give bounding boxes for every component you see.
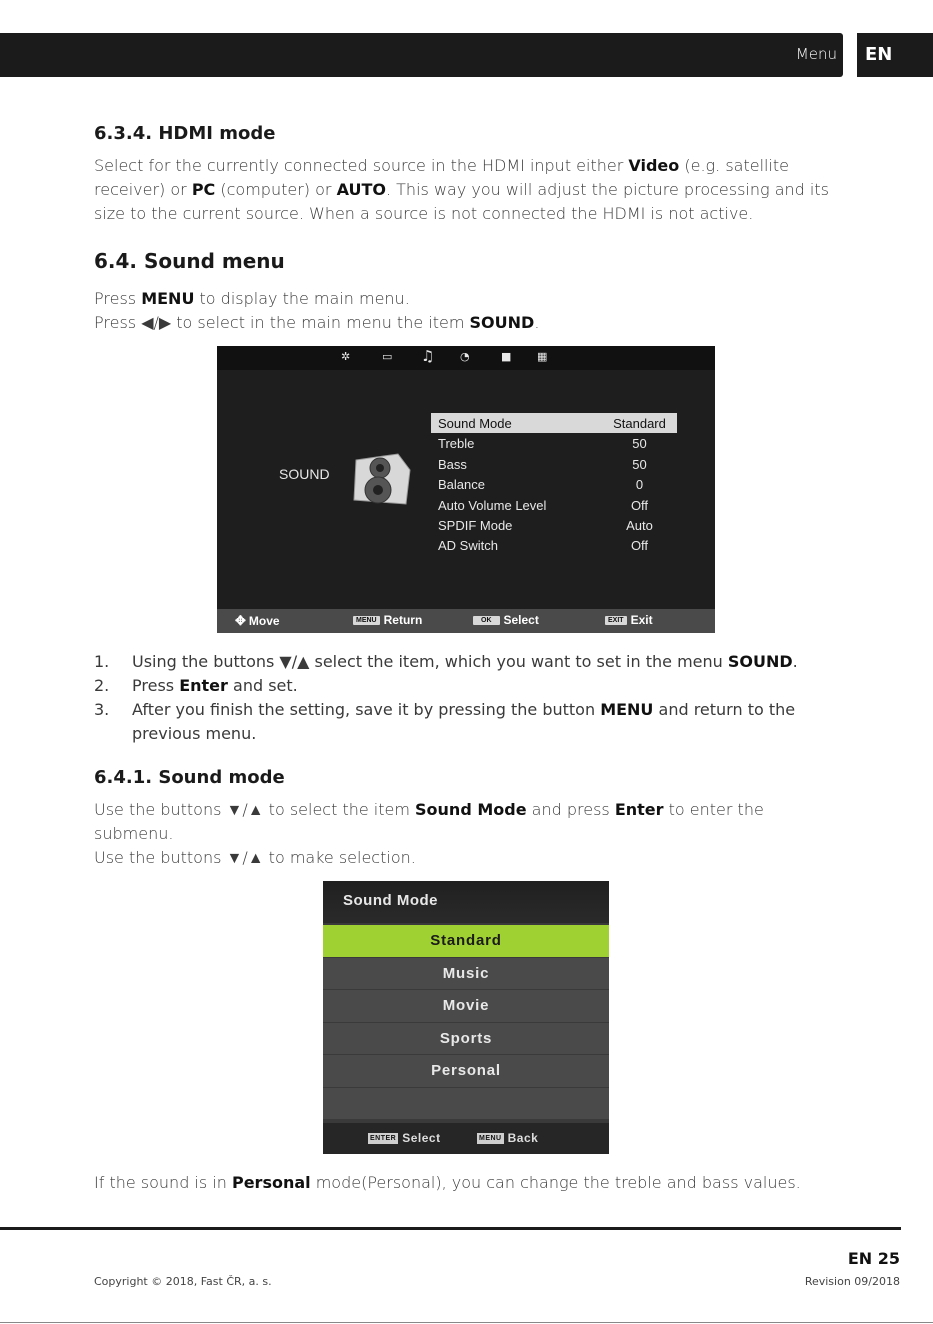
footer-divider — [0, 1227, 901, 1230]
screen-icon: ▭ — [382, 350, 393, 363]
setting-row-sound-mode[interactable]: Sound Mode Standard — [431, 413, 677, 433]
hint-back: MENU Back — [479, 1131, 539, 1145]
enter-key-icon: ENTER — [370, 1135, 397, 1143]
steps-list — [94, 650, 834, 746]
submenu-footer — [323, 1123, 609, 1154]
speaker-icon — [348, 450, 414, 508]
option-empty — [323, 1088, 609, 1120]
hint-select: ENTER Select — [370, 1131, 441, 1145]
menu-key-icon: MENU — [353, 616, 380, 625]
setting-row-balance[interactable]: Balance 0 — [438, 477, 644, 493]
submenu-title: Sound Mode — [323, 881, 609, 923]
clock-icon: ◔ — [460, 350, 470, 363]
hint-return: MENU Return — [353, 613, 422, 627]
option-personal[interactable]: Personal — [323, 1055, 609, 1087]
setting-row-ad-switch[interactable]: AD Switch Off — [438, 538, 649, 554]
setting-row-auto-volume[interactable]: Auto Volume Level Off — [438, 497, 649, 513]
paragraph-press-menu: Press MENU to display the main menu. — [94, 289, 410, 308]
picture-icon: ✲ — [341, 350, 351, 363]
tv-sound-menu-screenshot — [217, 346, 715, 633]
setting-row-bass[interactable]: Bass 50 — [438, 456, 647, 472]
list-item: 1. Using the buttons ▼/▲ select the item, which you want to set in the menu SOUND. — [94, 652, 798, 671]
page-number: EN 25 — [847, 1249, 900, 1268]
menu-key-icon: MENU — [479, 1135, 502, 1143]
header-bar — [0, 33, 843, 77]
bottom-divider — [0, 1322, 933, 1323]
dpad-icon: ✥ — [235, 613, 246, 628]
option-movie[interactable]: Movie — [323, 990, 609, 1022]
setting-row-spdif-mode[interactable]: SPDIF Mode Auto — [438, 517, 653, 533]
heading-sound-menu: 6.4. Sound menu — [94, 249, 285, 273]
ok-key-icon: OK — [473, 616, 500, 625]
paragraph-press-select: Press ◀/▶ to select in the main menu the item SOUND. — [94, 313, 540, 332]
copyright-text: Copyright © 2018, Fast ČR, a. s. — [94, 1275, 272, 1288]
sound-section-label: SOUND — [279, 466, 330, 482]
music-note-icon: ♫ — [421, 347, 435, 365]
revision-text: Revision 09/2018 — [804, 1275, 900, 1288]
language-badge: EN — [857, 33, 933, 77]
tv-menu-footer — [217, 609, 715, 633]
hint-move: ✥ Move — [235, 613, 280, 628]
option-music[interactable]: Music — [323, 958, 609, 990]
lock-icon: ■ — [501, 350, 512, 363]
option-sports[interactable]: Sports — [323, 1023, 609, 1055]
paragraph-use-buttons: Use the buttons ▼/▲ to select the item Sound Mode and press Enter to enter the submenu. — [94, 800, 764, 843]
list-item: 2. Press Enter and set. — [94, 676, 298, 695]
menu-icon-bar — [217, 346, 715, 370]
option-standard[interactable]: Standard — [323, 925, 609, 957]
list-item: 3. After you finish the setting, save it by pressing the button MENU and return to the previous menu. — [94, 700, 796, 743]
sound-settings-list — [431, 413, 677, 556]
paragraph-personal-mode: If the sound is in Personal mode(Personal), you can change the treble and bass values. — [94, 1173, 801, 1192]
hint-exit: EXIT Exit — [605, 613, 653, 627]
heading-sound-mode: 6.4.1. Sound mode — [94, 767, 285, 788]
heading-hdmi-mode: 6.3.4. HDMI mode — [94, 123, 276, 144]
grid-icon: ▦ — [537, 350, 548, 363]
paragraph-hdmi: Select for the currently connected source in the HDMI input either Video (e.g. satellite receiver) or PC (computer) or AUTO. This way you will adjust the picture processing and its size to the current source. When a source is not connected the HDMI is not active. — [94, 156, 829, 223]
section-label: Menu — [795, 45, 837, 63]
sound-mode-submenu-screenshot — [323, 881, 609, 1154]
paragraph-make-selection: Use the buttons ▼/▲ to make selection. — [94, 848, 416, 867]
hint-select: OK Select — [473, 613, 539, 627]
setting-row-treble[interactable]: Treble 50 — [438, 436, 647, 452]
exit-key-icon: EXIT — [605, 616, 627, 625]
sound-mode-options — [323, 925, 609, 1120]
